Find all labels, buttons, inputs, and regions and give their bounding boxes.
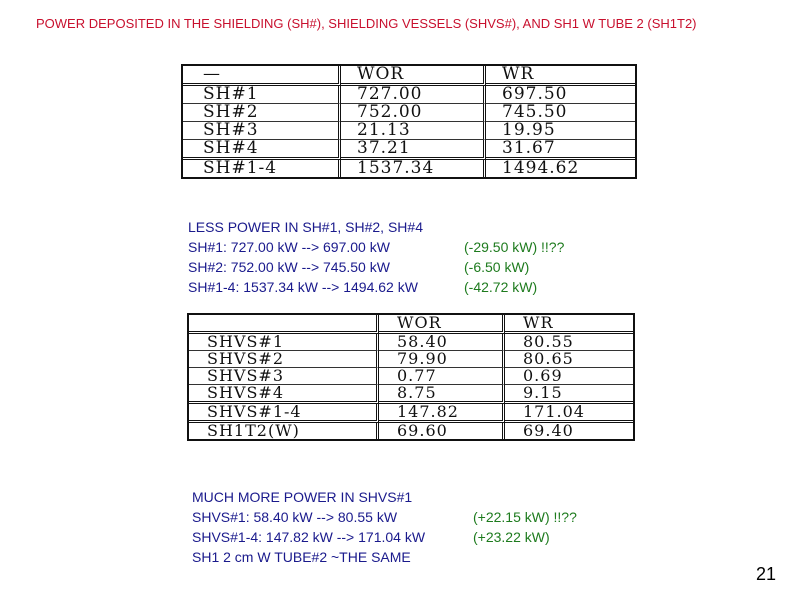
note-line xyxy=(192,527,612,547)
wor-value: 58.40 xyxy=(379,334,505,351)
wor-value: 37.21 xyxy=(341,140,486,160)
wor-value: 69.60 xyxy=(379,423,505,439)
header-cell-wr: WR xyxy=(486,66,635,86)
note-line-text: SH#1: 727.00 kW --> 697.00 kW xyxy=(188,239,390,255)
wr-value: 0.69 xyxy=(505,368,633,385)
row-label: SHVS#4 xyxy=(189,385,379,404)
header-cell-wor: WOR xyxy=(341,66,486,86)
header-cell-wr: WR xyxy=(505,315,633,334)
note-line-text: SHVS#1: 58.40 kW --> 80.55 kW xyxy=(192,509,398,525)
row-label: SH#3 xyxy=(183,122,341,140)
row-label: SH1T2(W) xyxy=(189,423,379,439)
note-line-delta: (-42.72 kW) xyxy=(464,279,538,295)
row-label: SH#1-4 xyxy=(183,160,341,177)
note-line xyxy=(192,507,612,527)
shielding-vessels-power-table xyxy=(187,313,635,441)
wor-value: 752.00 xyxy=(341,104,486,122)
header-cell-wor: WOR xyxy=(379,315,505,334)
wor-value: 8.75 xyxy=(379,385,505,404)
wr-value: 19.95 xyxy=(486,122,635,140)
row-label: SHVS#1 xyxy=(189,334,379,351)
wr-value: 80.55 xyxy=(505,334,633,351)
wor-value: 0.77 xyxy=(379,368,505,385)
table-row xyxy=(189,423,633,439)
wr-value: 745.50 xyxy=(486,104,635,122)
wr-value: 171.04 xyxy=(505,404,633,423)
note-heading-text: MUCH MORE POWER IN SHVS#1 xyxy=(192,489,413,505)
note-line-text: SHVS#1-4: 147.82 kW --> 171.04 kW xyxy=(192,529,426,545)
table-total-row xyxy=(183,160,635,177)
note-line xyxy=(188,277,608,297)
wr-value: 697.50 xyxy=(486,86,635,104)
table-header-row xyxy=(183,66,635,86)
row-label: SH#2 xyxy=(183,104,341,122)
note-heading xyxy=(192,487,612,507)
wr-value: 31.67 xyxy=(486,140,635,160)
wr-value: 80.65 xyxy=(505,351,633,368)
row-label: SH#1 xyxy=(183,86,341,104)
note-line-delta: (-6.50 kW) xyxy=(464,259,530,275)
row-label: SHVS#1-4 xyxy=(189,404,379,423)
wr-value: 9.15 xyxy=(505,385,633,404)
row-label: SH#4 xyxy=(183,140,341,160)
note-line-text: SH1 2 cm W TUBE#2 ~THE SAME xyxy=(192,549,411,565)
shielding-power-table xyxy=(181,64,637,179)
note-line-text: SH#2: 752.00 kW --> 745.50 kW xyxy=(188,259,390,275)
note-line xyxy=(188,257,608,277)
note-line-delta: (+23.22 kW) xyxy=(473,529,550,545)
note-line xyxy=(192,547,612,567)
row-label: SHVS#3 xyxy=(189,368,379,385)
row-label: SHVS#2 xyxy=(189,351,379,368)
wor-value: 727.00 xyxy=(341,86,486,104)
shielding-comparison-note xyxy=(188,217,608,297)
shielding-vessels-comparison-note xyxy=(192,487,612,567)
wr-value: 1494.62 xyxy=(502,158,580,178)
wor-value: 79.90 xyxy=(379,351,505,368)
note-heading xyxy=(188,217,608,237)
wor-value: 1537.34 xyxy=(341,160,486,177)
note-line-text: SH#1-4: 1537.34 kW --> 1494.62 kW xyxy=(188,279,418,295)
note-line-delta: (+22.15 kW) !!?? xyxy=(473,509,577,525)
slide-title: POWER DEPOSITED IN THE SHIELDING (SH#), SHIELDING VESSELS (SHVS#), AND SH1 W TUBE 2 (SH1T2) xyxy=(36,16,697,31)
header-cell-name: — xyxy=(183,66,341,86)
note-heading-text: LESS POWER IN SH#1, SH#2, SH#4 xyxy=(188,219,423,235)
page-number: 21 xyxy=(755,564,776,584)
note-line xyxy=(188,237,608,257)
table-row xyxy=(183,140,635,160)
wr-value: 69.40 xyxy=(523,421,574,440)
wor-value: 21.13 xyxy=(341,122,486,140)
wor-value: 147.82 xyxy=(379,404,505,423)
note-line-delta: (-29.50 kW) !!?? xyxy=(464,239,565,255)
